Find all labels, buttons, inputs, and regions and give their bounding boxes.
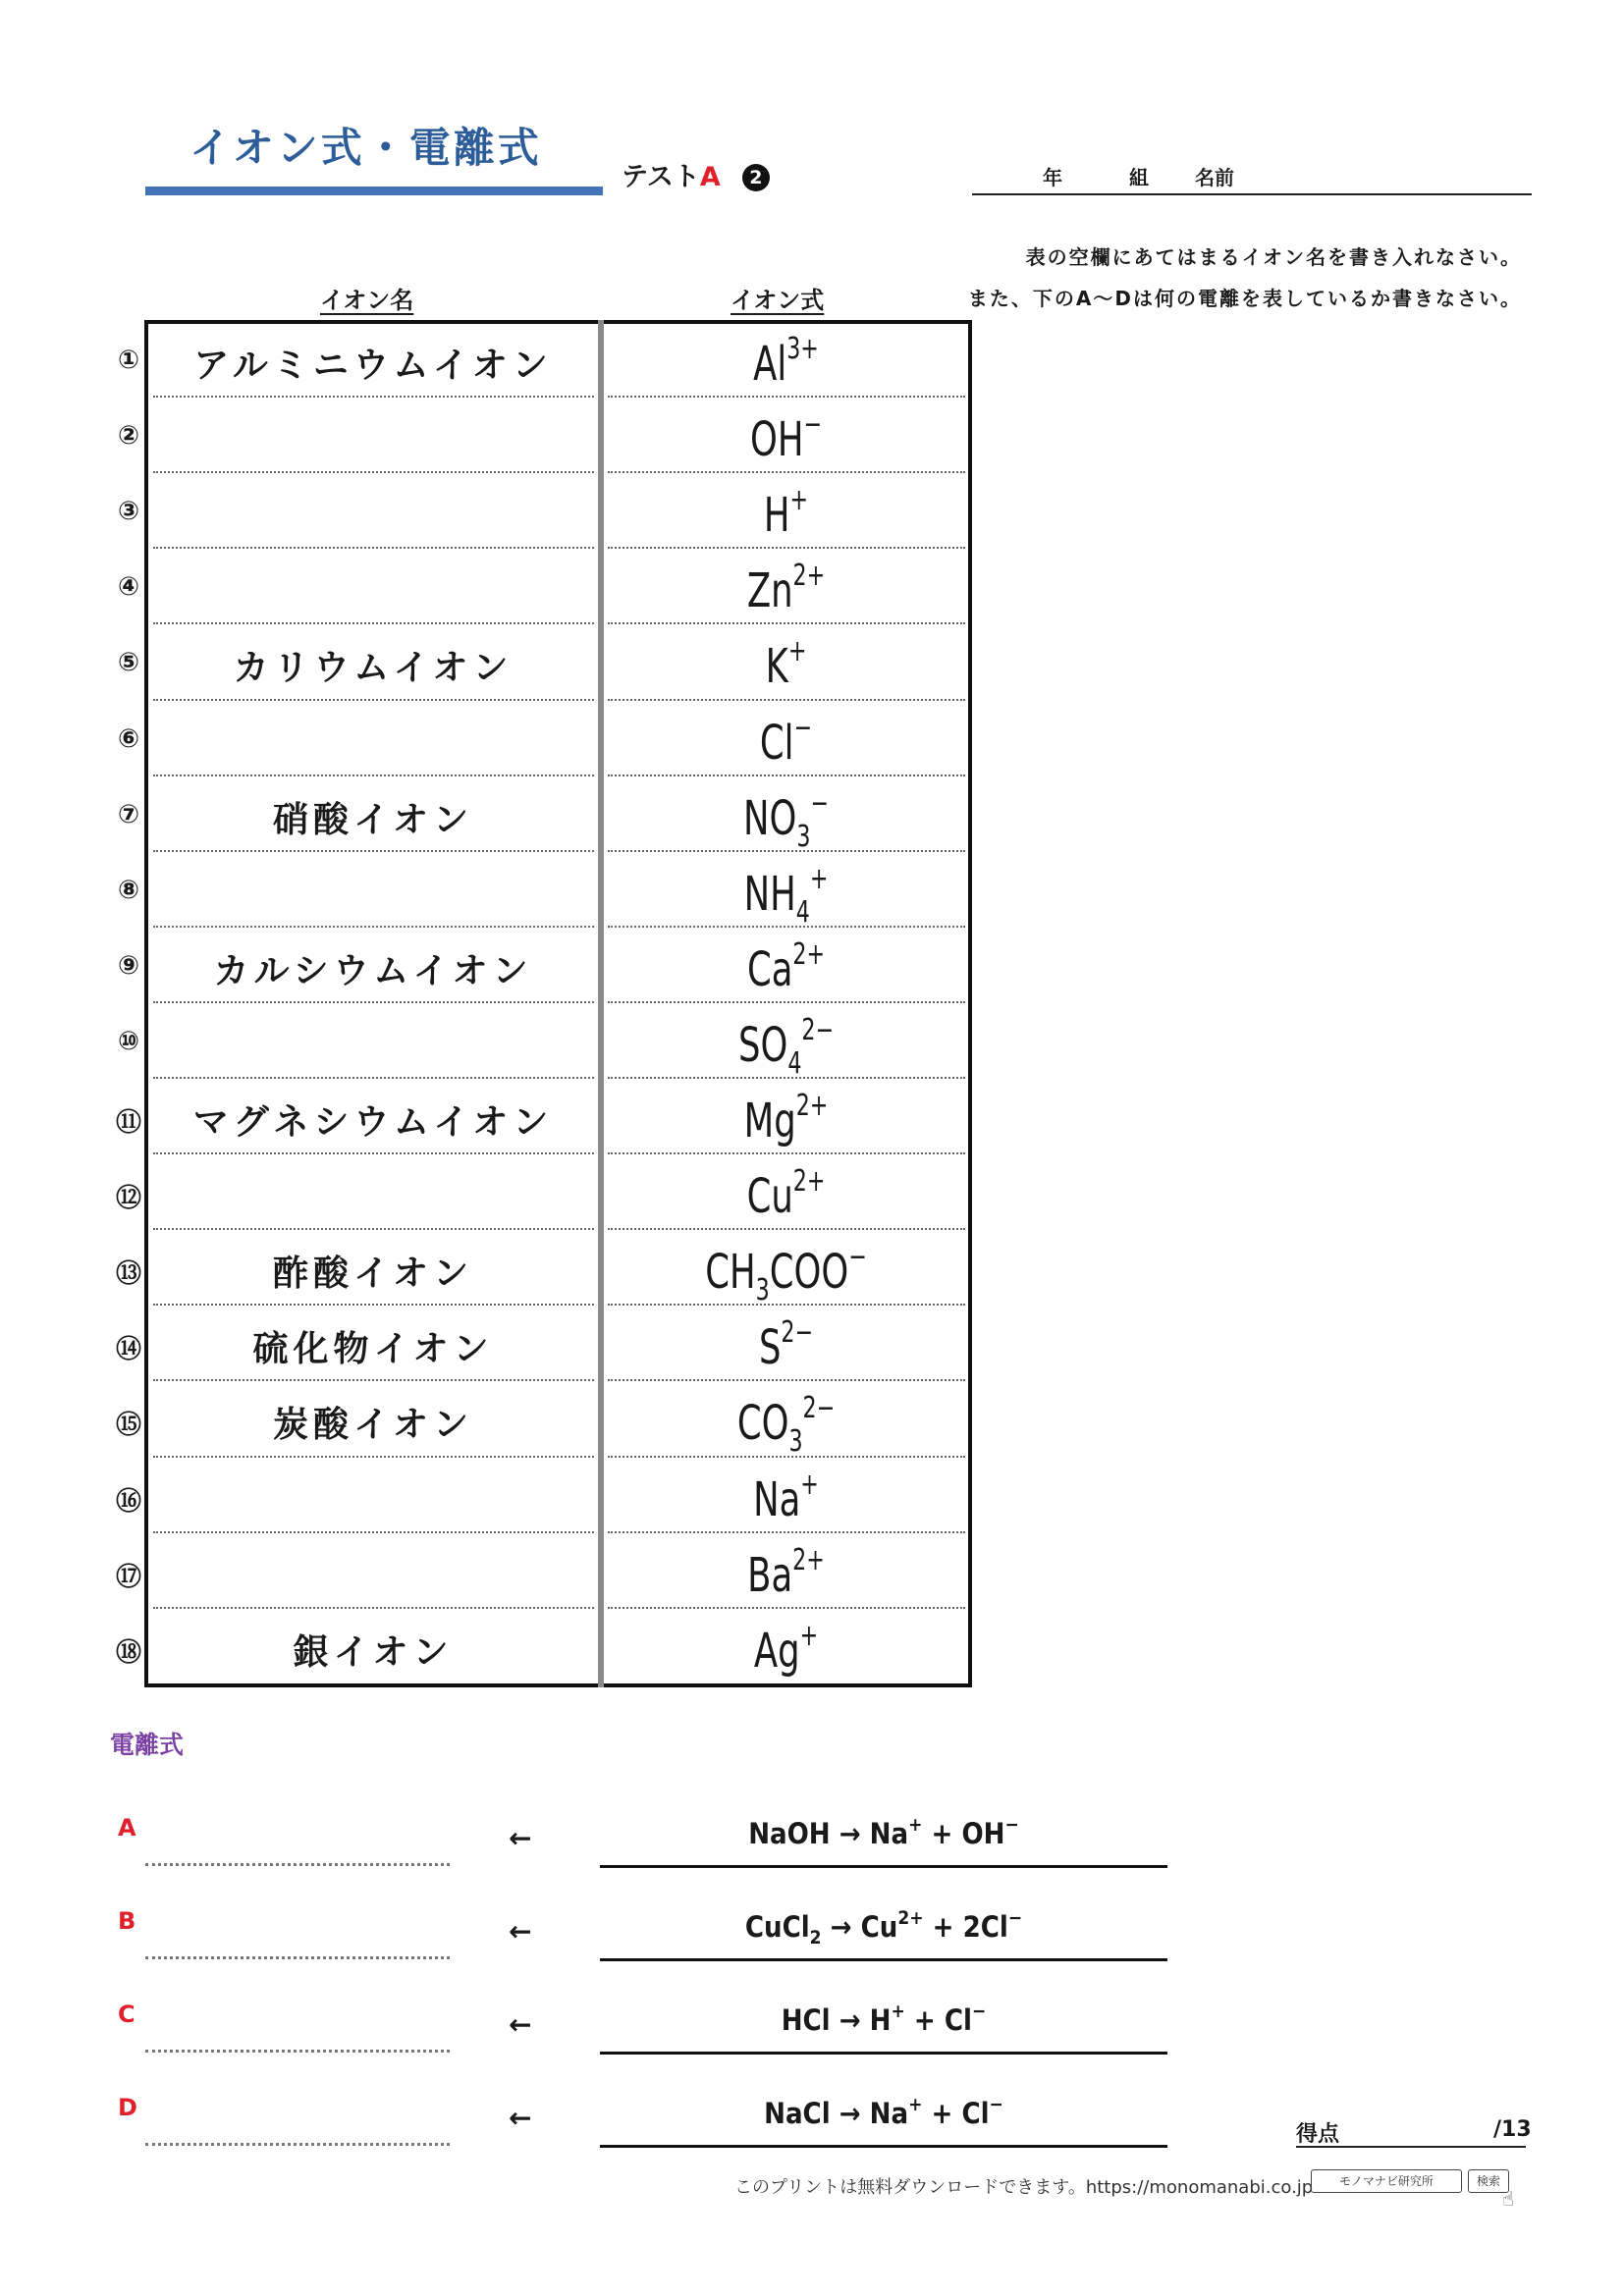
charge-superscript: +: [787, 634, 807, 669]
instruction-line-1: 表の空欄にあてはまるイオン名を書き入れなさい。: [1025, 245, 1522, 269]
charge-superscript: −: [793, 710, 813, 745]
test-letter: A: [699, 162, 721, 192]
charge-superscript: +: [800, 1467, 819, 1502]
row-divider: [153, 471, 594, 473]
score-field[interactable]: [1296, 2146, 1526, 2148]
formula-text: Ag: [753, 1623, 800, 1679]
charge-superscript: 2−: [781, 1315, 814, 1351]
row-divider: [153, 774, 594, 776]
question-letter: D: [118, 2094, 137, 2121]
row-divider: [153, 396, 594, 398]
formula-text: Na: [869, 2097, 909, 2130]
formula-text: NaCl: [764, 2097, 831, 2130]
row-divider: [153, 622, 594, 624]
score-total: /13: [1493, 2117, 1532, 2142]
question-letter: A: [118, 1814, 136, 1842]
formula-text: →: [830, 2097, 870, 2130]
row-divider: [153, 1077, 594, 1079]
row-divider: [153, 1228, 594, 1230]
ion-name: カルシウムイオン: [213, 950, 533, 991]
left-arrow-icon: ←: [509, 1915, 532, 1948]
row-number: ⑩: [117, 1026, 139, 1056]
name-label: 名前: [1195, 166, 1234, 189]
charge-superscript: +: [908, 1814, 923, 1836]
row-divider: [153, 926, 594, 928]
row-divider: [608, 926, 965, 928]
row-divider: [608, 1607, 965, 1609]
answer-field[interactable]: [145, 2143, 450, 2146]
charge-superscript: 2−: [801, 1012, 835, 1047]
equation-underline: [600, 1958, 1167, 1961]
formula-text: CO: [736, 1396, 789, 1452]
charge-superscript: −: [971, 2001, 987, 2022]
formula-text: OH: [749, 412, 804, 468]
ion-formula: [636, 407, 935, 467]
ion-formula: [636, 786, 935, 854]
charge-superscript: 2+: [897, 1907, 924, 1929]
count-subscript: 3: [788, 1424, 803, 1460]
row-divider: [608, 1379, 965, 1381]
ion-name: 硝酸イオン: [273, 799, 473, 840]
row-divider: [608, 396, 965, 398]
formula-text: Cl: [759, 715, 794, 771]
equation-underline: [600, 2145, 1167, 2148]
row-divider: [153, 1607, 594, 1609]
charge-superscript: +: [908, 2094, 923, 2115]
row-number: ⑥: [117, 723, 139, 754]
charge-superscript: +: [891, 2001, 905, 2022]
formula-text: +: [923, 1910, 963, 1944]
year-label: 年: [1043, 166, 1062, 189]
row-number: ⑯: [115, 1486, 141, 1517]
row-divider: [608, 1531, 965, 1533]
row-divider: [608, 1456, 965, 1458]
row-divider: [153, 1001, 594, 1003]
formula-text: S: [758, 1320, 782, 1376]
row-divider: [153, 1456, 594, 1458]
formula-text: Cu: [746, 1169, 793, 1225]
formula-text: Mg: [743, 1094, 796, 1148]
ion-name: アルミニウムイオン: [193, 346, 553, 386]
row-number: ①: [117, 346, 139, 375]
row-divider: [608, 1304, 965, 1306]
answer-field[interactable]: [145, 1863, 450, 1866]
formula-text: +: [922, 1817, 962, 1850]
formula-text: K: [765, 639, 788, 695]
row-divider: [608, 471, 965, 473]
formula-text: NH: [743, 866, 796, 922]
ion-formula: [636, 1089, 935, 1148]
formula-text: OH: [961, 1817, 1005, 1850]
charge-superscript: −: [1007, 1907, 1023, 1929]
formula-text: NaOH: [748, 1817, 831, 1850]
charge-superscript: −: [989, 2094, 1003, 2115]
ion-formula: [636, 862, 935, 930]
test-label: [622, 155, 770, 193]
answer-field[interactable]: [145, 1956, 450, 1959]
row-divider: [608, 774, 965, 776]
row-number: ⑤: [117, 648, 139, 678]
charge-superscript: −: [810, 785, 829, 821]
dissociation-section-title: 電離式: [110, 1731, 185, 1759]
dissociation-equation: [600, 1814, 1167, 1850]
formula-text: Ba: [747, 1547, 793, 1603]
ion-formula: [636, 483, 935, 543]
row-divider: [608, 622, 965, 624]
ion-formula: [636, 1240, 935, 1308]
row-number: ②: [117, 421, 139, 452]
worksheet-title: イオン式・電離式: [189, 124, 542, 172]
charge-superscript: −: [1004, 1814, 1019, 1836]
formula-text: Al: [753, 337, 787, 392]
count-subscript: 4: [787, 1045, 802, 1081]
search-button[interactable]: 検索: [1468, 2169, 1509, 2193]
column-header-ion-formula: イオン式: [731, 287, 825, 314]
formula-text: Cl: [961, 2097, 990, 2130]
ion-formula: [636, 332, 935, 392]
ion-formula: [636, 1013, 935, 1081]
question-letter: C: [118, 2001, 135, 2028]
ion-formula: [636, 1468, 935, 1527]
charge-superscript: 2+: [792, 936, 826, 972]
formula-text: CH: [705, 1245, 756, 1301]
row-divider: [608, 1077, 965, 1079]
formula-text: +: [904, 2003, 945, 2037]
formula-text: →: [830, 1817, 870, 1850]
row-number: ⑱: [115, 1637, 141, 1668]
row-divider: [153, 850, 594, 852]
row-divider: [153, 699, 594, 701]
row-divider: [153, 1152, 594, 1154]
left-arrow-icon: ←: [509, 1822, 532, 1854]
title-underline: [145, 187, 603, 195]
ion-formula: [636, 1164, 935, 1224]
formula-text: HCl: [781, 2003, 831, 2037]
formula-text: Zn: [746, 563, 793, 619]
dissociation-equation: [600, 2001, 1167, 2037]
equation-underline: [600, 2052, 1167, 2055]
formula-text: →: [821, 1910, 861, 1944]
count-subscript: 4: [795, 894, 810, 930]
ion-formula: [636, 1315, 935, 1375]
formula-text: CuCl: [744, 1910, 810, 1944]
row-number: ④: [117, 572, 139, 603]
class-label: 組: [1129, 166, 1149, 189]
count-subscript: 2: [809, 1927, 822, 1949]
formula-text: NO: [743, 790, 797, 846]
formula-text: H: [869, 2003, 892, 2037]
charge-superscript: 3+: [786, 332, 819, 366]
site-name-box: モノマナビ研究所: [1311, 2169, 1462, 2193]
ion-formula: [636, 1619, 935, 1679]
charge-superscript: 2+: [795, 1089, 829, 1123]
charge-superscript: 2+: [792, 559, 826, 594]
ion-formula: [636, 634, 935, 694]
ion-formula: [636, 1543, 935, 1603]
column-header-ion-name: イオン名: [320, 287, 414, 314]
ion-formula: [636, 559, 935, 618]
formula-text: Na: [753, 1471, 801, 1527]
dissociation-equation: [600, 1907, 1167, 1949]
formula-text: Cu: [860, 1910, 898, 1944]
row-number: ⑦: [117, 799, 139, 829]
score-label: 得点: [1296, 2122, 1340, 2147]
ion-name: カリウムイオン: [233, 648, 514, 689]
answer-field[interactable]: [145, 2050, 450, 2053]
charge-superscript: +: [809, 861, 829, 896]
charge-superscript: 2+: [792, 1164, 826, 1200]
row-number: ⑬: [115, 1259, 141, 1290]
row-number: ⑰: [115, 1562, 141, 1592]
charge-superscript: −: [803, 407, 823, 443]
ion-name: マグネシウムイオン: [192, 1102, 554, 1143]
charge-superscript: +: [789, 483, 809, 518]
charge-superscript: 2−: [802, 1391, 836, 1426]
row-number: ⑮: [115, 1411, 141, 1441]
row-number: ⑧: [117, 875, 139, 905]
left-arrow-icon: ←: [509, 2008, 532, 2041]
row-divider: [153, 1304, 594, 1306]
row-divider: [608, 1001, 965, 1003]
left-arrow-icon: ←: [509, 2102, 532, 2134]
test-number-badge: 2: [742, 164, 770, 191]
ion-name: 酢酸イオン: [273, 1254, 473, 1295]
ion-name: 炭酸イオン: [273, 1405, 473, 1446]
ion-formula: [636, 937, 935, 997]
ion-formula: [636, 1391, 935, 1459]
formula-text: +: [922, 2097, 962, 2130]
row-divider: [608, 1152, 965, 1154]
formula-text: COO: [769, 1245, 849, 1301]
row-divider: [608, 850, 965, 852]
row-number: ⑪: [115, 1108, 141, 1138]
name-field[interactable]: [972, 193, 1532, 195]
row-divider: [153, 1379, 594, 1381]
equation-underline: [600, 1865, 1167, 1868]
ion-formula: [636, 711, 935, 771]
row-number: ⑨: [117, 950, 139, 981]
row-divider: [153, 547, 594, 549]
row-divider: [608, 547, 965, 549]
formula-text: →: [830, 2003, 870, 2037]
charge-superscript: 2+: [792, 1542, 825, 1577]
dissociation-equation: [600, 2094, 1167, 2130]
formula-text: 2Cl: [962, 1910, 1008, 1944]
row-divider: [608, 699, 965, 701]
charge-superscript: +: [799, 1618, 819, 1653]
row-number: ⑭: [115, 1335, 141, 1365]
count-subscript: 3: [755, 1273, 770, 1308]
instruction-line-2: また、下のA～Dは何の電離を表しているか書きなさい。: [967, 287, 1522, 310]
ion-name: 硫化物イオン: [252, 1329, 494, 1370]
footer-text: このプリントは無料ダウンロードできます。https://monomanabi.co.jp: [734, 2177, 1314, 2198]
row-divider: [153, 1531, 594, 1533]
row-divider: [608, 1228, 965, 1230]
count-subscript: 3: [796, 819, 811, 854]
ion-name: 銀イオン: [293, 1631, 454, 1673]
row-number: ③: [117, 497, 139, 527]
question-letter: B: [118, 1907, 136, 1935]
formula-text: Na: [869, 1817, 909, 1850]
table-column-divider: [598, 320, 604, 1687]
formula-text: Cl: [944, 2003, 972, 2037]
charge-superscript: −: [848, 1240, 867, 1275]
formula-text: H: [763, 488, 790, 544]
formula-text: SO: [737, 1017, 788, 1073]
row-number: ⑫: [115, 1184, 141, 1214]
formula-text: Ca: [746, 941, 793, 997]
pointer-cursor-icon: ☝: [1502, 2187, 1515, 2211]
test-prefix: テスト: [622, 162, 700, 192]
